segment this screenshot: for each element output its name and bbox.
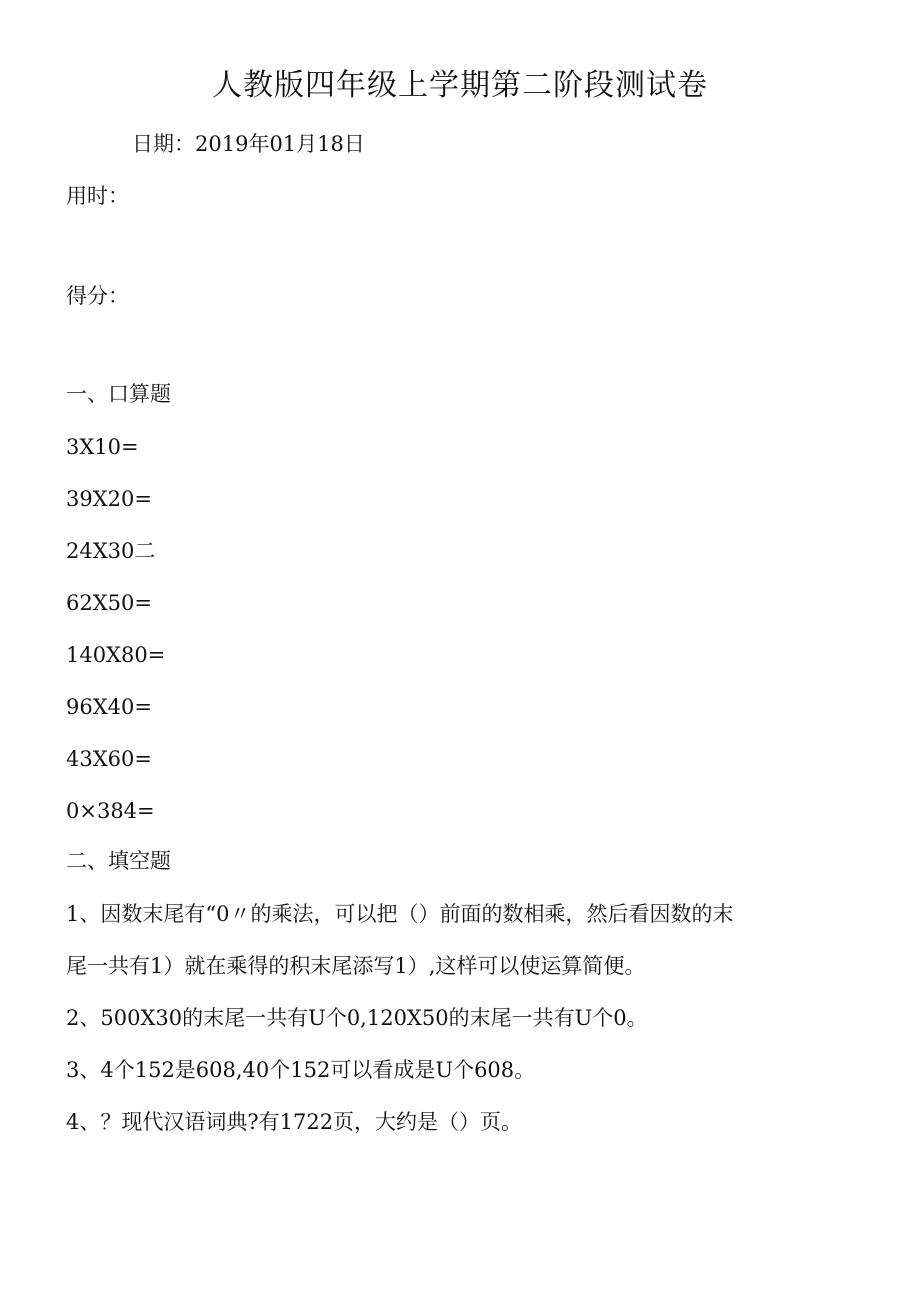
mental-math-item: 62X50= bbox=[66, 591, 152, 615]
date-line: 日期：2019年01月18日 bbox=[132, 132, 365, 156]
mental-math-item: 3X10= bbox=[66, 435, 139, 459]
fill-question-4: 4、？现代汉语词典?有1722页，大约是（）页。 bbox=[66, 1110, 523, 1134]
score-label: 得分： bbox=[66, 284, 129, 308]
fill-question-2: 2、500X30的末尾一共有U个0,120X50的末尾一共有U个0。 bbox=[66, 1006, 648, 1030]
mental-math-item: 140X80= bbox=[66, 643, 166, 667]
mental-math-item: 24X30二 bbox=[66, 539, 156, 563]
mental-math-item: 39X20= bbox=[66, 487, 152, 511]
time-used-label: 用时： bbox=[66, 184, 129, 208]
document-title: 人教版四年级上学期第二阶段测试卷 bbox=[212, 68, 708, 103]
fill-question-1-line-2: 尾一共有1）就在乘得的积末尾添写1）,这样可以使运算简便。 bbox=[66, 954, 646, 978]
mental-math-item: 0×384= bbox=[66, 799, 155, 823]
fill-question-3: 3、4个152是608,40个152可以看成是U个608。 bbox=[66, 1058, 536, 1082]
section-heading-fill-in-blank: 二、填空题 bbox=[66, 849, 171, 873]
mental-math-item: 43X60= bbox=[66, 747, 152, 771]
section-heading-mental-math: 一、口算题 bbox=[66, 382, 171, 406]
fill-question-1-line-1: 1、因数末尾有“0〃的乘法，可以把（）前面的数相乘，然后看因数的末 bbox=[66, 902, 734, 926]
mental-math-item: 96X40= bbox=[66, 695, 152, 719]
